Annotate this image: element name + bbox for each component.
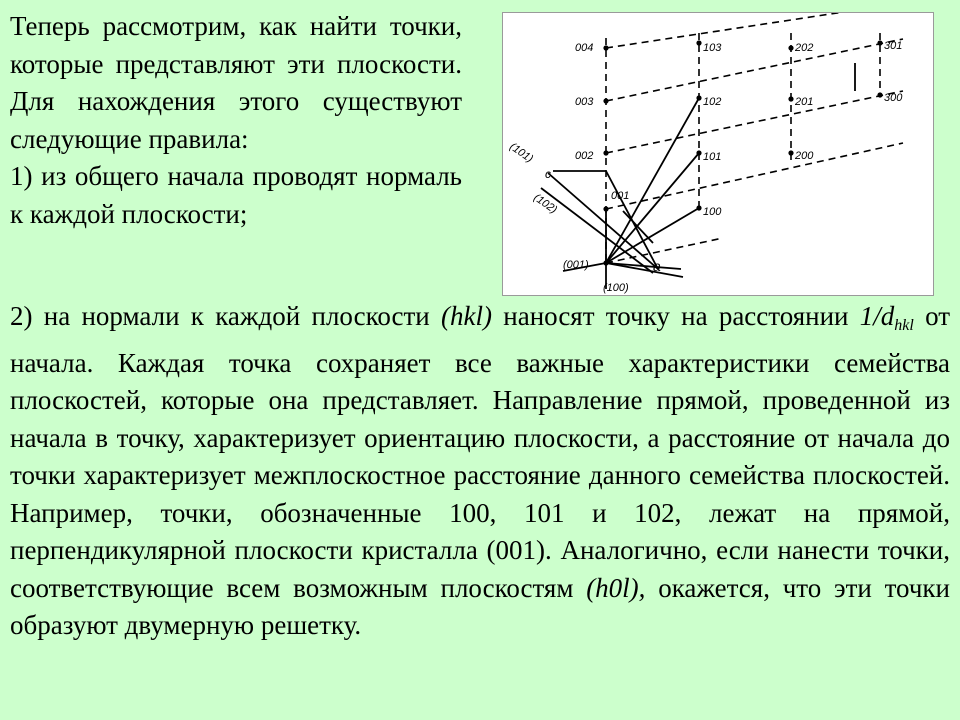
label-plane-102: (102) — [531, 191, 560, 217]
label-axis-a: a — [653, 258, 661, 274]
label-301: 301 — [884, 40, 903, 52]
label-004: 004 — [575, 42, 594, 54]
rule-2-end: окажется, что эти точки образуют двумерную решетку. — [10, 572, 950, 640]
label-100: 100 — [703, 206, 722, 218]
rule-1: 1) из общего начала проводят нормаль к каждой плоскости; — [10, 161, 462, 229]
label-201: 201 — [795, 96, 814, 108]
label-103: 103 — [703, 42, 722, 54]
label-plane-100: (100) — [603, 282, 629, 294]
label-001: 001 — [611, 190, 630, 202]
distance-subscript: hkl — [894, 317, 914, 334]
h0l-notation: (h0l), — [586, 572, 646, 603]
rule-2 — [10, 298, 950, 645]
reciprocal-lattice-figure — [502, 12, 934, 296]
label-002: 002 — [575, 150, 594, 162]
rule-2-text — [10, 298, 950, 645]
label-101: 101 — [703, 151, 722, 163]
intro-text — [10, 8, 462, 233]
label-003: 003 — [575, 96, 594, 108]
distance-notation: 1/d — [859, 301, 895, 331]
rule-2-mid: наносят точку на расстоянии — [503, 301, 849, 331]
rule-2-prefix: 2) на нормали к каждой плоскости — [10, 301, 430, 331]
label-plane-101: (101) — [507, 140, 536, 166]
lattice-diagram — [503, 13, 933, 295]
label-axis-c: c — [545, 167, 551, 181]
label-102: 102 — [703, 96, 722, 108]
hkl-notation: (hkl) — [441, 301, 492, 331]
rule-2-body: от начала. Каждая точка сохраняет все важные характеристики семейства плоскостей, которые она представляет. Направление прямой, проведенной из начала в точку, характеризует ориентацию плоскости, а расстояние от начала до точки характеризует межплоскостное расстояние данного семейства плоскостей. Например, точки, обозначенные 100, 101 и 102, лежат на прямой, перпендикулярной плоскости кристалла (001). Аналогично, если нанести точки, соответствующие всем возможным плоскостям — [10, 301, 951, 603]
label-200: 200 — [795, 150, 814, 162]
intro-paragraph: Теперь рассмотрим, как найти точки, которые представляют эти плоскости. Для нахождения этого существуют следующие правила: — [10, 11, 462, 154]
label-202: 202 — [795, 42, 814, 54]
label-plane-001: (001) — [563, 259, 589, 271]
label-300: 300 — [884, 92, 903, 104]
